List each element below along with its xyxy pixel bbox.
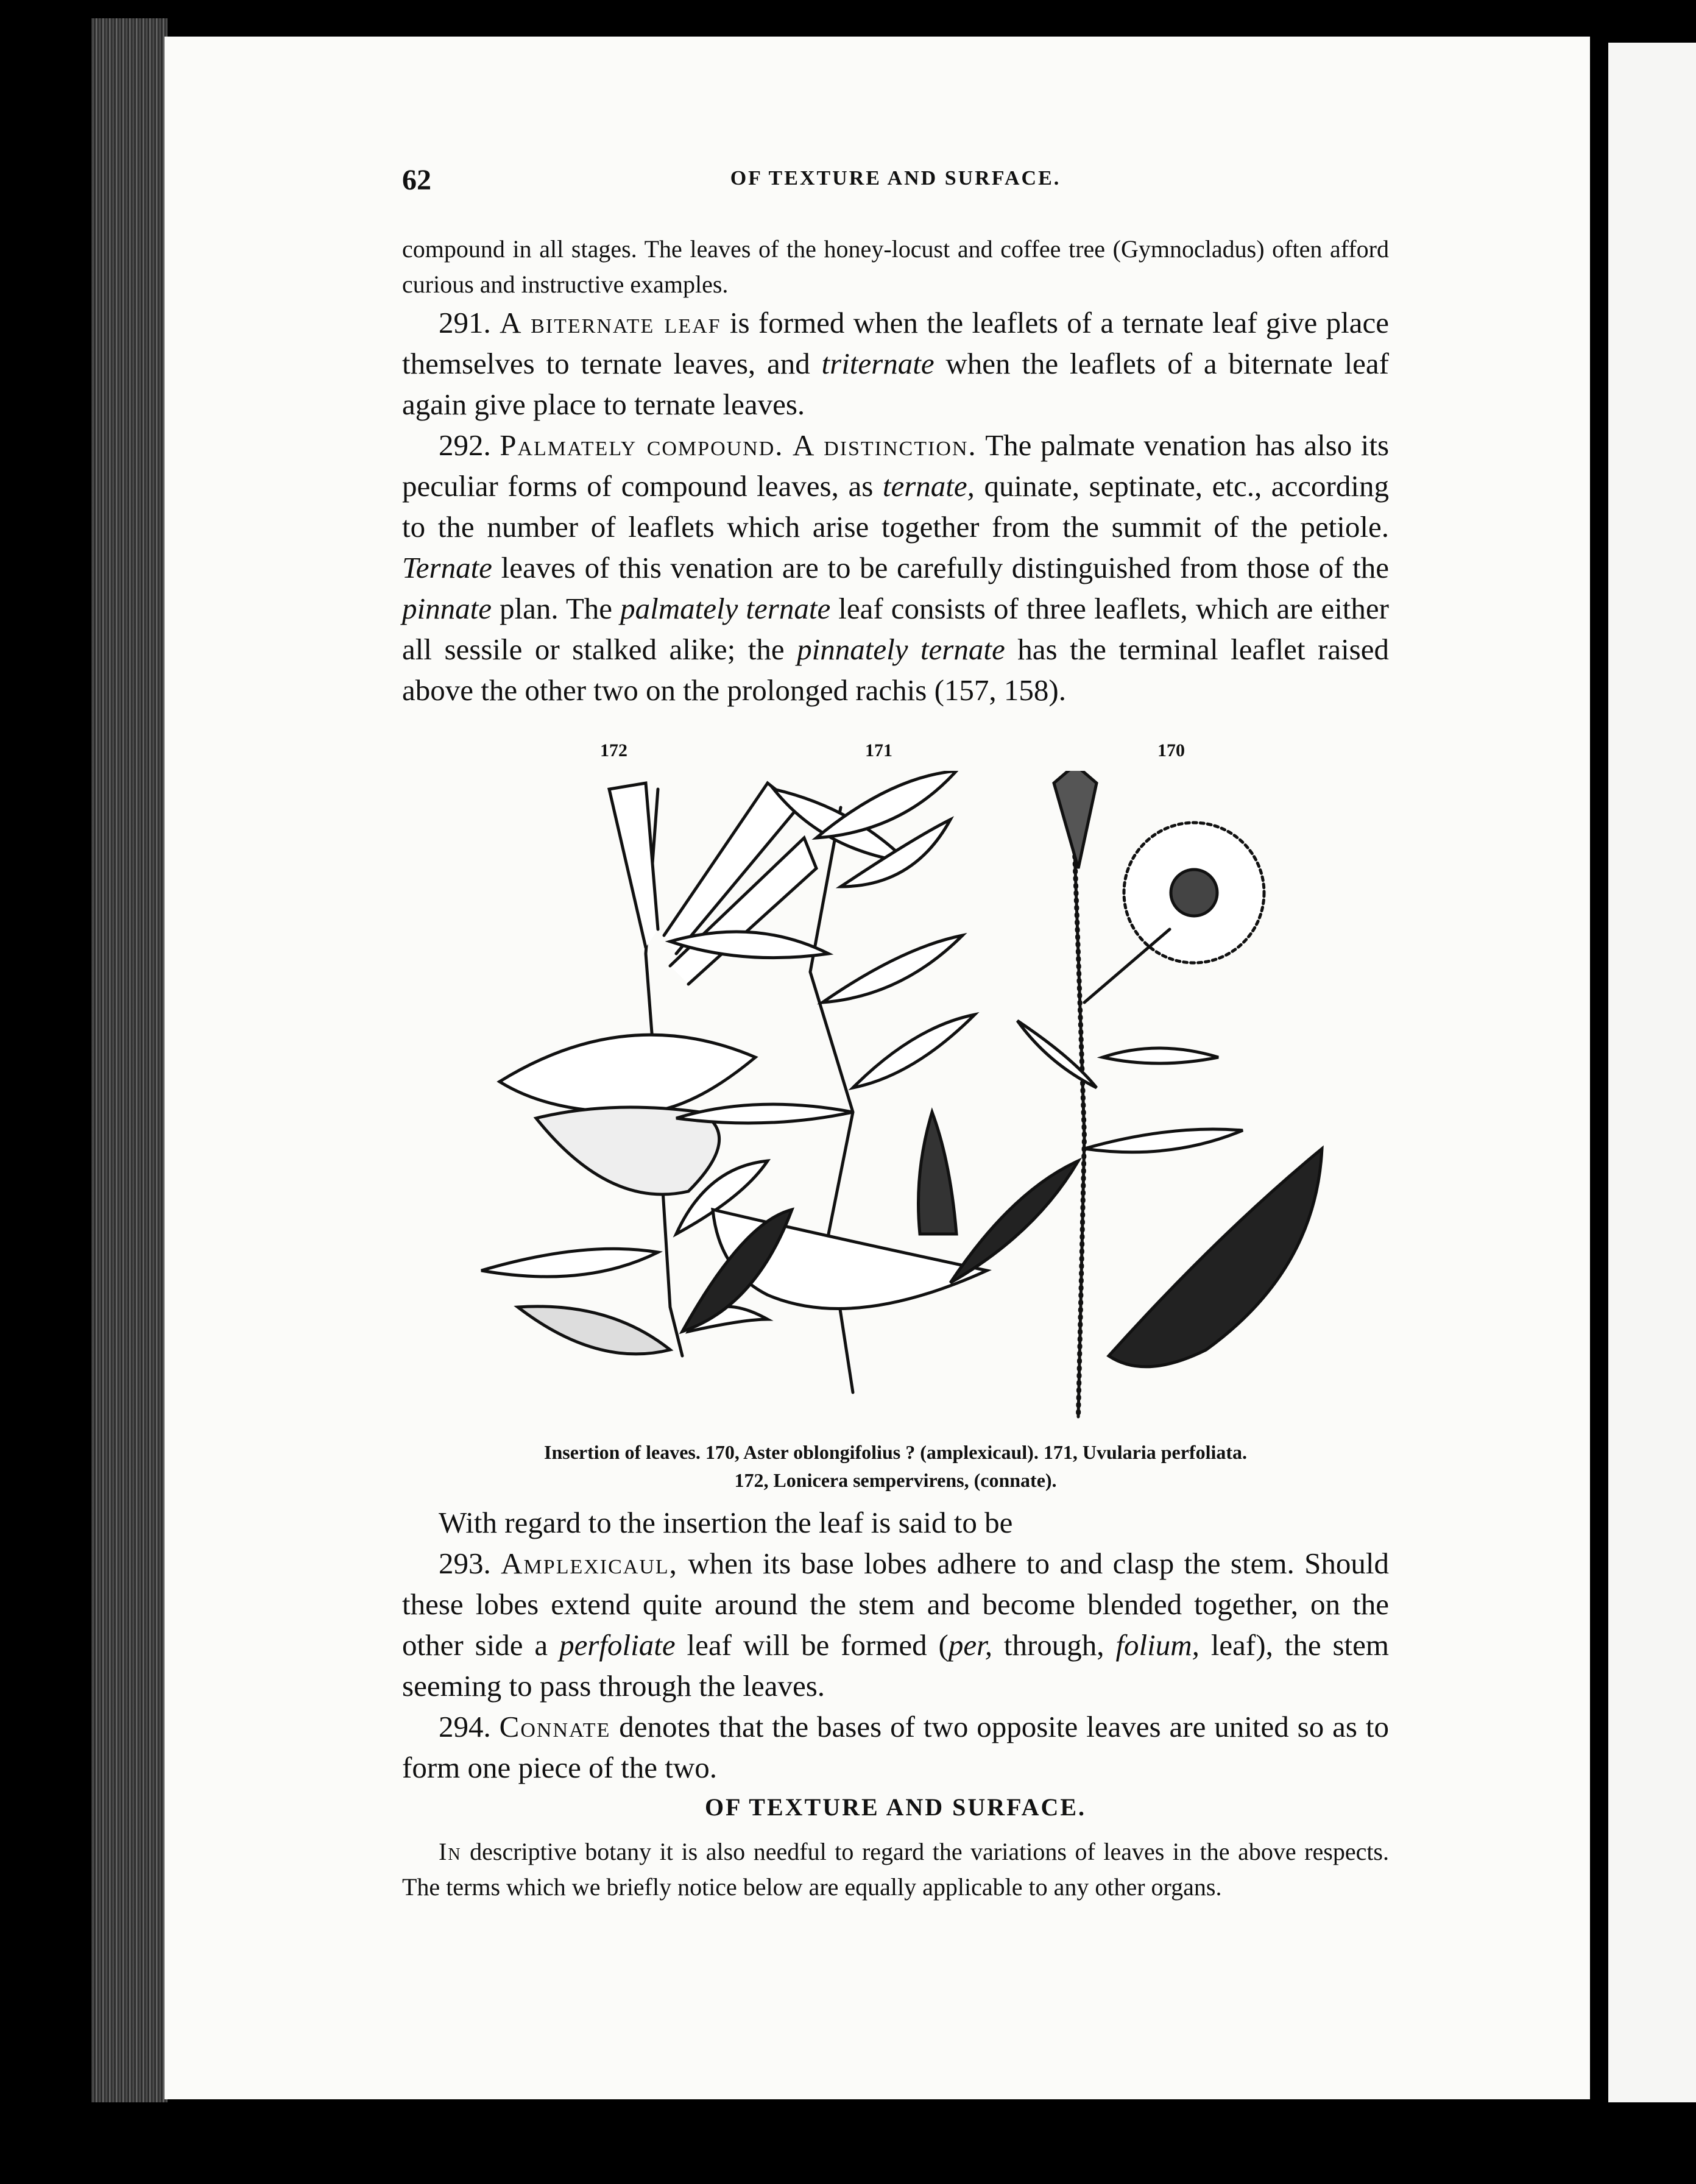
aster-clasping-leaf — [1109, 1149, 1322, 1367]
paragraph-number: 291. — [439, 306, 491, 339]
uvularia-bell-flower — [919, 1112, 957, 1234]
paragraph-294: 294. Connate denotes that the bases of two opposite leaves are united so as to form one piece of the two. — [402, 1710, 1390, 1784]
uvularia-leaf — [853, 1015, 975, 1088]
aster-branch — [1084, 929, 1170, 1002]
caption-line: Insertion of leaves. 170, Aster oblongifolius ? (amplexicaul). 171, Uvularia perfoliata. — [543, 1441, 1248, 1463]
paragraph-293: 293. Amplexicaul, when its base lobes adhere to and clasp the stem. Should these lobes extend quite around the stem and become blended together, on the other side a perfoliate leaf will be formed (per, through, folium, leaf), the stem seeming to pass through the leaves. — [402, 1547, 1390, 1703]
lonicera-flower — [609, 783, 658, 948]
term-perfoliate: perfoliate — [559, 1628, 676, 1662]
figure-numbers — [402, 740, 1389, 771]
running-head: OF TEXTURE AND SURFACE. — [730, 167, 1061, 190]
aster-leaf — [1103, 1048, 1218, 1063]
paragraph-texture: In descriptive botany it is also needful to regard the variations of leaves in the above respects. The terms which we briefly notice below are equally applicable to any other organs. — [402, 1838, 1389, 1901]
adjacent-page — [1608, 43, 1696, 2102]
paragraph-continued: compound in all stages. The leaves of the honey-locust and coffee tree (Gymnocladus) often afford curious and instructive examples. — [402, 235, 1389, 298]
paragraph-291: 291. A biternate leaf is formed when the leaflets of a ternate leaf give place themselves to ternate leaves, and triternate when the leaflets of a biternate leaf again give place to ternate leaves. — [402, 306, 1390, 421]
paragraph-number: 294. — [439, 1710, 491, 1743]
paragraph-292: 292. Palmately compound. A distinction. The palmate venation has also its peculiar forms of compound leaves, as ternate, quinate, septinate, etc., according to the number of leaflets which arise together from the summit of the petiole. Ternate leaves of this venation are to be carefully distinguished from those of the pinnate plan. The palmately ternate leaf consists of three leaflets, which are either all sessile or stalked alike; the pinnately ternate has the terminal leaflet raised above the other two on the prolonged rachis (157, 158). — [402, 428, 1390, 707]
lonicera-connate-leaf — [500, 1035, 755, 1113]
paragraph-number: 293. — [439, 1547, 491, 1580]
lonicera-leaf — [481, 1249, 658, 1277]
uvularia-leaf — [950, 1161, 1078, 1283]
figure-number-170: 170 — [1157, 740, 1185, 760]
final-text-block — [402, 1834, 1389, 1905]
aster-disc — [1171, 870, 1217, 916]
drop-word: In — [439, 1838, 462, 1865]
aster-leaf — [1084, 1129, 1243, 1152]
section-title: OF TEXTURE AND SURFACE. — [704, 1793, 1087, 1821]
lonicera-leaf — [518, 1306, 670, 1354]
caption-line: 172, Lonicera sempervirens, (connate). — [734, 1469, 1057, 1491]
uvularia-leaf — [676, 1104, 853, 1123]
upper-text-block — [402, 232, 1389, 711]
paragraph-number: 292. — [439, 428, 491, 462]
page-number: 62 — [402, 164, 431, 196]
book-page-edges — [91, 18, 168, 2102]
figure-number-172: 172 — [600, 740, 627, 760]
paragraph-regard: With regard to the insertion the leaf is said to be — [439, 1506, 1013, 1539]
heading-distinction: A distinction. — [793, 428, 977, 462]
page-header — [402, 163, 1389, 200]
term-amplexicaul: Amplexicaul, — [501, 1547, 678, 1580]
term-biternate-leaf: A biternate leaf — [500, 306, 721, 339]
term-connate: Connate — [499, 1710, 611, 1743]
figure-number-171: 171 — [865, 740, 892, 760]
term-triternate: triternate — [821, 347, 935, 380]
aster-bud — [1054, 771, 1097, 868]
botanical-illustration — [426, 771, 1377, 1435]
aster-leaf — [1017, 1021, 1097, 1088]
lower-text-block — [402, 1502, 1389, 1788]
figure-caption — [402, 1438, 1389, 1494]
uvularia-leaf — [822, 935, 963, 1002]
heading-palmately-compound: Palmately compound. — [500, 428, 784, 462]
